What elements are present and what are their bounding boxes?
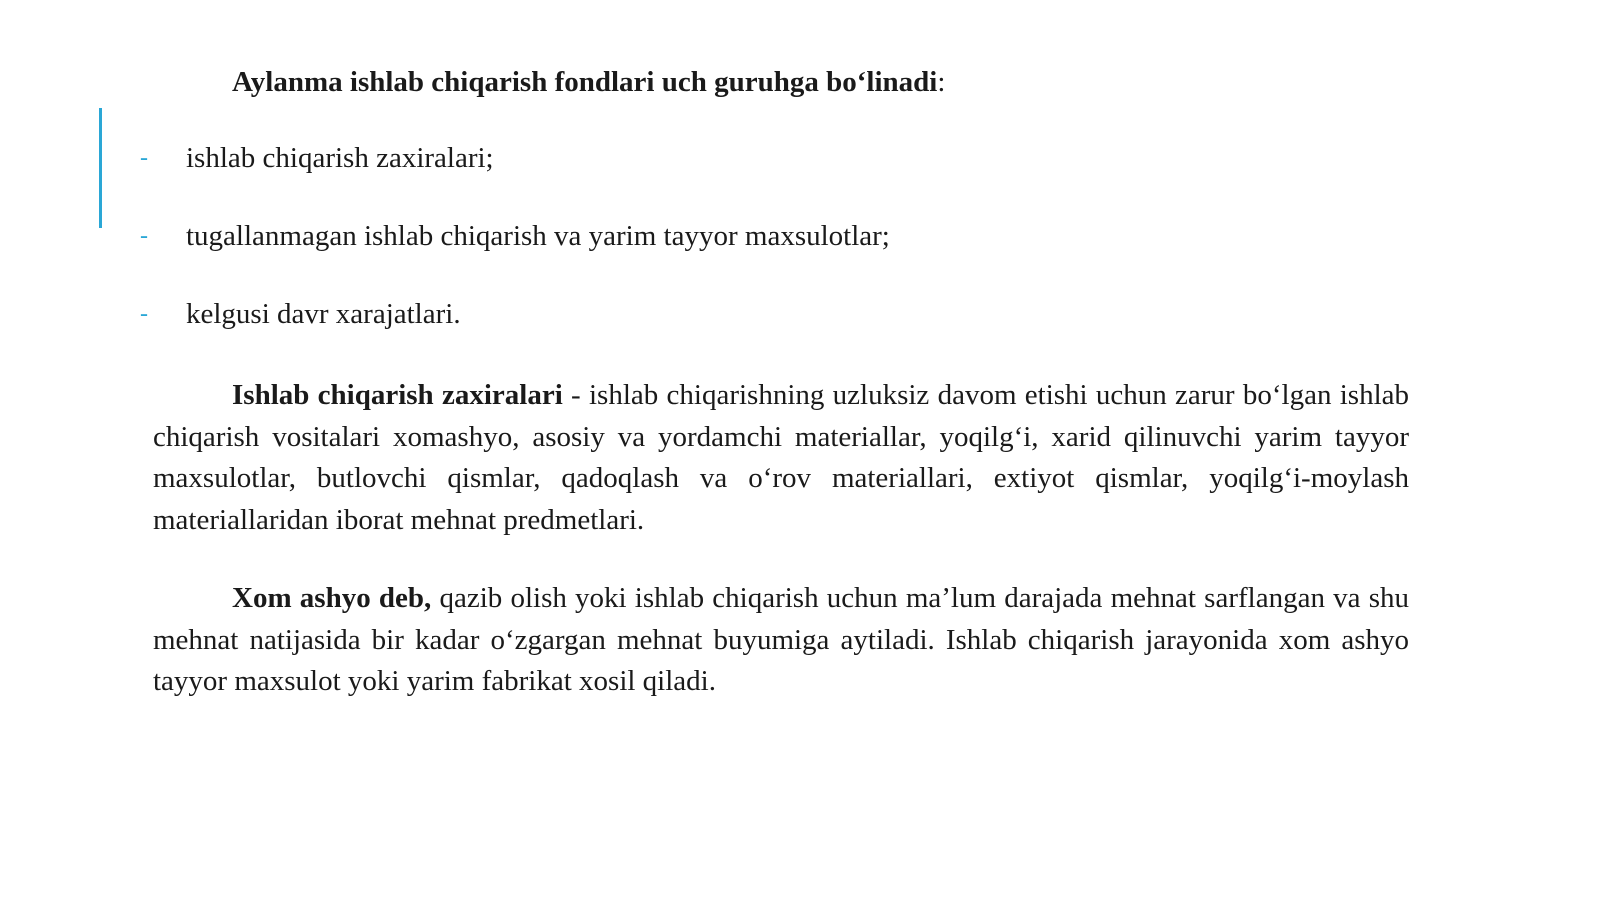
paragraph-body: qazib olish yoki ishlab chiqarish uchun ma’lum darajada mehnat sarflangan va shu mehnat natijasida bir kadar o‘zgargan mehnat buyumiga aytiladi. Ishlab chiqarish jarayonida xom ashyo tayyor maxsulot yoki yarim fabrikat xosil qiladi.: [153, 582, 1409, 697]
list-item-text: tugallanmagan ishlab chiqarish va yarim tayyor maxsulotlar;: [186, 220, 890, 252]
paragraph-production-reserves: [153, 375, 1409, 541]
accent-bar: [99, 108, 102, 228]
heading-suffix: :: [937, 66, 946, 98]
section-heading: [232, 62, 945, 102]
bullet-dash-icon: -: [140, 145, 148, 171]
paragraph-body: - ishlab chiqarishning uzluksiz davom etishi uchun zarur bo‘lgan ishlab chiqarish vositalari xomashyo, asosiy va yordamchi materiallar, yoqilg‘i, xarid qilinuvchi yarim tayyor maxsulotlar, butlovchi qismlar, qadoqlash va o‘rov materiallari, extiyot qismlar, yoqilg‘i-moylash materiallaridan iborat mehnat predmetlari.: [153, 379, 1409, 536]
paragraph-term: Ishlab chiqarish zaxiralari: [232, 379, 563, 411]
bullet-dash-icon: -: [140, 223, 148, 249]
paragraph-raw-material: [153, 578, 1409, 703]
list-item-text: kelgusi davr xarajatlari.: [186, 298, 461, 330]
bullet-dash-icon: -: [140, 301, 148, 327]
heading-text: Aylanma ishlab chiqarish fondlari uch guruhga bo‘linadi: [232, 66, 938, 98]
list-item-text: ishlab chiqarish zaxiralari;: [186, 142, 494, 174]
paragraph-term: Xom ashyo deb,: [232, 582, 432, 614]
